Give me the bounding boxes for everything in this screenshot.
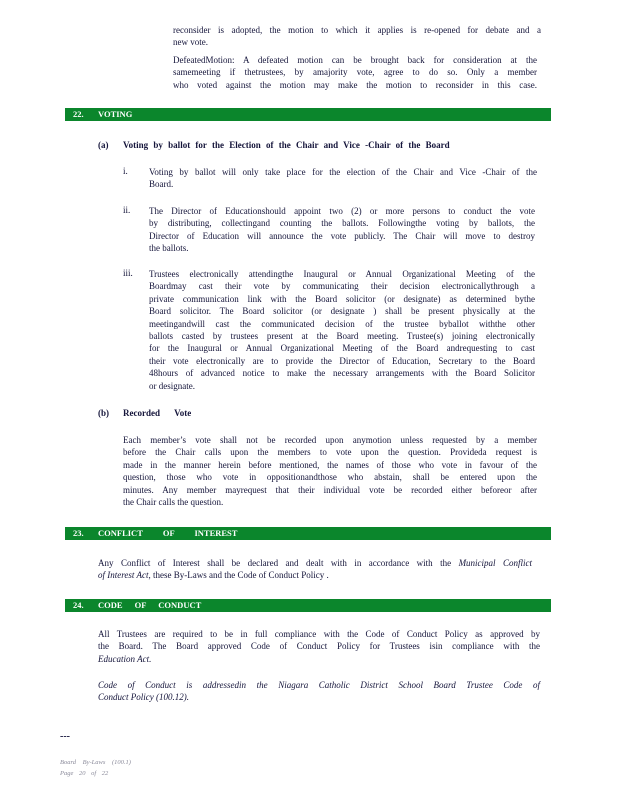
section-title: CONFLICT OF INTEREST [98, 528, 238, 538]
item-paragraph [149, 166, 537, 191]
text-line: for the Inaugural or Annual Organizational Meeting of the Board andrequesting to cast [149, 343, 535, 354]
text-line: Boardmay cast their vote by communicating their decision electronicallythrough a [149, 281, 535, 292]
text-line: Director of Education will announce the vote publicly. The Chair will move to destroy [149, 230, 535, 241]
text-line [98, 679, 540, 691]
italic-text: Municipal Conflict [458, 558, 532, 568]
continued-paragraph [173, 24, 541, 49]
item-label: i. [123, 166, 128, 176]
text-line: Voting by ballot will only take place for the election of the Chair and Vice -Chair of the [149, 167, 537, 177]
text-line [98, 557, 532, 569]
text-line: the ballots. [149, 243, 189, 254]
bullet-icon [148, 54, 155, 64]
footer-separator: --- [60, 731, 70, 742]
section-number: 23. [73, 528, 84, 538]
code-of-conduct-paragraph [98, 628, 540, 665]
text-line: Each member’s vote shall not be recorded upon anymotion unless requested by a member [123, 435, 537, 445]
text-line: Board solicitor. The Board solicitor (or designate ) shall be present physically at the [149, 306, 535, 317]
text-line: reconsider is adopted, the motion to which it applies is re-opened for debate and a [173, 25, 541, 35]
text-line: before the Chair calls upon the members to vote upon the question. Provideda request is [123, 447, 537, 458]
text-line: minutes. Any member mayrequest that their individual vote be recorded either beforeor after [123, 484, 537, 495]
text-line: ballots casted by trustees present at the Board meeting. Trustee(s) joining electronically [149, 330, 535, 341]
item-paragraph [149, 205, 535, 255]
item-label: ii. [123, 205, 131, 215]
text-line [98, 653, 540, 665]
text-line: who voted against the motion may make the motion to reconsider in this case. [173, 79, 537, 90]
item-label: iii. [123, 268, 133, 278]
italic-text: of Interest Act [98, 570, 149, 581]
text-line: private communication link with the Board solicitor (or designate) as determined bythe [149, 293, 535, 304]
text-line: by distributing, collectingand counting the ballots. Followingthe voting by ballots, the [149, 218, 535, 229]
text-line [98, 569, 532, 581]
text-line: made in the manner herein before mentioned, the names of those who vote in favour of the [123, 459, 537, 470]
footer-page-number: Page 20 of 22 [60, 770, 109, 777]
text-line: the Chair calls the question. [123, 496, 224, 507]
italic-text: Conduct Policy (100.12). [98, 692, 189, 703]
text-line: their vote electronically are to provide the Director of Education, Secretary to the Board [149, 355, 535, 366]
recorded-vote-paragraph [123, 434, 537, 508]
text-line: meetingandwill cast the communicated decision of the trustee byballot withthe other [149, 318, 535, 329]
subsection-title: Recorded Vote [123, 408, 192, 418]
text-line: Board. [149, 179, 174, 190]
section-header-voting [65, 108, 551, 121]
text-line: the Board. The Board approved Code of Conduct Policy for Trustees isin compliance with the [98, 641, 540, 652]
text-line: samemeeting if thetrustees, by amajority vote, agree to do so. Only a member [173, 67, 537, 78]
section-header-conflict-of-interest [65, 527, 551, 540]
text-line: DefeatedMotion: A defeated motion can be brought back for consideration at the [173, 55, 537, 65]
conflict-paragraph [98, 557, 532, 582]
section-number: 24. [73, 600, 84, 610]
defeated-motion-paragraph [173, 54, 537, 91]
subsection-title: Voting by ballot for the Election of the Chair and Vice -Chair of the Board [123, 140, 450, 150]
text-segment: Any Conflict of Interest shall be declared and dealt with in accordance with the [98, 558, 459, 568]
footer-doc-name: Board By-Laws (100.1) [60, 759, 131, 766]
section-title: CODE OF CONDUCT [98, 600, 202, 610]
section-header-code-of-conduct [65, 599, 551, 612]
italic-text: Code of Conduct is addressedin the Niagara Catholic District School Board Trustee Code of [98, 680, 540, 690]
text-line [98, 691, 540, 703]
text-line: The Director of Educationshould appoint two (2) or more persons to conduct the vote [149, 206, 535, 216]
italic-text: Education Act. [98, 653, 152, 664]
text-line: new vote. [173, 37, 208, 48]
subsection-label: (b) [98, 408, 109, 418]
text-segment: , these By-Laws and the Code of Conduct Policy . [148, 570, 329, 581]
text-line: 48hours of advanced notice to make the necessary arrangements with the Board Solicitor [149, 368, 535, 379]
code-of-conduct-policy-paragraph [98, 679, 540, 704]
text-line: Trustees electronically attendingthe Inaugural or Annual Organizational Meeting of the [149, 269, 535, 279]
text-line: All Trustees are required to be in full compliance with the Code of Conduct Policy as approved by [98, 629, 540, 639]
text-line: or designate. [149, 380, 195, 391]
item-paragraph [149, 268, 535, 392]
subsection-label: (a) [98, 140, 109, 150]
section-title: VOTING [98, 109, 133, 119]
text-line: question, those who vote in oppositionandthose who abstain, shall be entered upon the [123, 472, 537, 483]
section-number: 22. [73, 109, 84, 119]
